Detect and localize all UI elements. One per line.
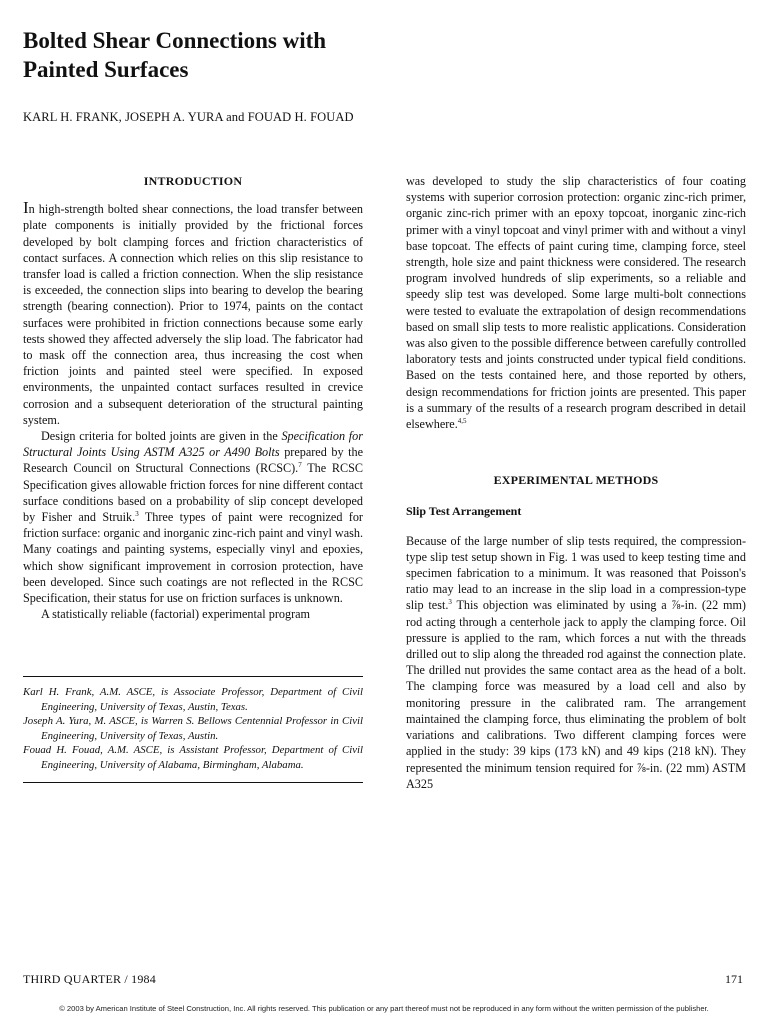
copyright-notice: © 2003 by American Institute of Steel Construction, Inc. All rights reserved. This publication or any part thereof must not be reproduced in any form without the written permission of the publisher. (59, 1004, 709, 1013)
issue-label: THIRD QUARTER / 1984 (23, 972, 156, 986)
footnote: Joseph A. Yura, M. ASCE, is Warren S. Bellows Centennial Professor in Civil Engineering, University of Texas, Austin. (23, 715, 363, 742)
intro-paragraph-continued (406, 173, 746, 432)
methods-paragraph (406, 533, 746, 792)
citation-ref: 3 (448, 598, 452, 607)
title-line-1: Bolted Shear Connections with (23, 28, 327, 53)
intro-paragraph-2 (23, 428, 363, 606)
title-line-2: Painted Surfaces (23, 57, 189, 82)
p2-text-d: Three types of paint were recognized for friction surface: organic and inorganic zinc-rich paint and vinyl wash. Many coatings and painting systems, especially vinyl and epoxies, which show significant improvement in corrosion protection, have been developed. Since such coatings are not reflected in the RCSC Specification, their status for use on friction surfaces is unknown. (23, 510, 364, 606)
right-column (406, 173, 746, 792)
author-line: KARL H. FRANK, JOSEPH A. YURA and FOUAD H. FOUAD (23, 110, 354, 124)
introduction-heading: INTRODUCTION (143, 174, 243, 188)
footnote: Fouad H. Fouad, A.M. ASCE, is Assistant Professor, Department of Civil Engineering, University of Alabama, Birmingham, Alabama. (23, 744, 363, 771)
methods-text-a: Because of the large number of slip tests required, the compression-type slip test setup shown in Fig. 1 was used to keep testing time and specimen fabrication to a minimum. It was reasoned that Poisson's ratio may lead to an increase in the slip load in a compression-type slip test. (406, 533, 746, 613)
left-column (23, 173, 363, 783)
citation-ref: 4,5 (457, 416, 467, 425)
page-number: 171 (725, 972, 743, 986)
article-title (23, 26, 423, 84)
spec-title: Specification for Structural Joints Using ASTM A325 or A490 Bolts (23, 429, 363, 460)
p2-text-c: The RCSC Specification gives allowable friction forces for nine different contact surface conditions based on a probability of slip concept developed by Fisher and Struik. (23, 461, 363, 525)
intro-paragraph-1-text: n high-strength bolted shear connections, the load transfer between plate components is initially provided by the frictional forces developed by bolt clamping forces and friction characteristics of contact surfaces. A connection which relies on this slip resistance to transfer load is called a friction connection. When the slip resistance is exceeded, the connection slips into bearing to develop the bearing strength (bearing connection). Prior to 1974, paints on the contact surfaces were prohibited in friction connections because some early tests showed they affected adversely the slip load. The fabricator had to mask off the connection area, thus increasing the cost when friction joints and painted steel were specified. In exposed environments, the unpainted contact surfaces resulted in crevice corrosion and a subsequent deterioration of the structural painting system. (23, 202, 363, 427)
intro-paragraph-1 (23, 198, 363, 428)
continued-text: was developed to study the slip characteristics of four coating systems with superior corrosion protection: organic zinc-rich primer, organic zinc-rich primer with an epoxy topcoat, inorganic zinc-rich primer with a vinyl topcoat and vinyl primer with and without a vinyl base topcoat. The effects of paint curing time, clamping force, steel strength, hole size and paint thickness were considered. The research program involved hundreds of slip experiments, so a reliable and speedy slip test was developed. Some large multi-bolt connections were tested to evaluate the extrapolation of design recommendations based on small slip tests to more realistic applications. Consideration was also given to the possible difference between carefully controlled laboratory tests and joints constructed under typical field conditions. Based on the tests contained here, and those reported by others, design recommendations for friction joints are presented. This paper is a summary of the results of a research program described in detail elsewhere. (406, 174, 746, 432)
slip-test-arrangement-heading: Slip Test Arrangement (406, 504, 522, 519)
citation-ref: 7 (298, 461, 302, 470)
footnote-rule-bottom (23, 782, 363, 783)
p2-text-b: prepared by the Research Council on Structural Connections (RCSC). (23, 445, 363, 476)
drop-cap: I (23, 198, 29, 218)
methods-text-b: This objection was eliminated by using a ⅞-in. (22 mm) rod acting through a centerhole jack to apply the clamping force. Oil pressure is applied to the ram, which forces a nut with the threads drilled out to slip along the threaded rod against the connection plate. The drilled nut provides the same contact area as the head of a bolt. The clamping force was measured by a load cell and also by monitoring pressure in the calibrated ram. The arrangement maintained the clamping force, thus eliminating the problem of bolt variations and calibrations. Two different clamping forces were applied in the study: 39 kips (173 kN) and 49 kips (218 kN). They represented the minimum tension required for ⅞-in. (22 mm) ASTM A325 (406, 598, 746, 791)
citation-ref: 3 (135, 510, 139, 518)
author-footnotes (23, 685, 363, 771)
intro-paragraph-3: A statistically reliable (factorial) experimental program (41, 607, 311, 622)
footnote: Karl H. Frank, A.M. ASCE, is Associate Professor, Department of Civil Engineering, University of Texas, Austin, Texas. (23, 686, 363, 713)
footnote-rule-top (23, 676, 363, 677)
p2-text-a: Design criteria for bolted joints are given in the (41, 429, 282, 444)
experimental-methods-heading: EXPERIMENTAL METHODS (493, 473, 659, 488)
